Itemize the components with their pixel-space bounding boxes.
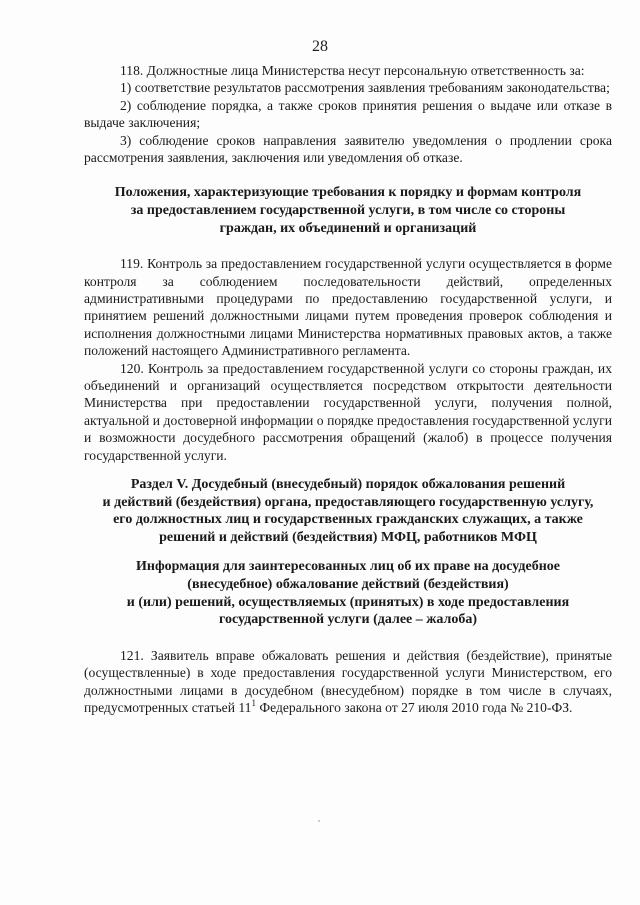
paragraph-120: 120. Контроль за предоставлением государственной услуги со стороны граждан, их объединений и организаций осуществляется посредством открытости деятельности Министерства при предоставлении государственной услуги, получения полной, актуальной и достоверной информации о порядке предоставления государственной услуги и возможности досудебного рассмотрения обращений (жалоб) в процессе получения государственной услуги. [84, 360, 612, 463]
document-body [84, 62, 612, 716]
paragraph-121-text: 121. Заявитель вправе обжаловать решения и действия (бездействие), принятые (осуществленные) в ходе предоставления государственной услуги Министерством, его должностными лицами в досудебном (внесудебном) порядке в том числе в случаях, предусмотренных статьей 11 [84, 647, 612, 716]
heading-section-5 [84, 476, 612, 546]
heading-appeal-information [84, 558, 612, 628]
spacer [84, 166, 612, 184]
paragraph-118-item-3: 3) соблюдение сроков направления заявителю уведомления о продлении срока рассмотрения заявления, заключения или уведомления об отказе. [84, 132, 612, 166]
heading-line: и (или) решений, осуществляемых (принятых) в ходе предоставления [126, 594, 570, 610]
heading-line: его должностных лиц и государственных гражданских служащих, а также [113, 512, 583, 528]
spacer [84, 237, 612, 255]
heading-line: (внесудебное) обжалование действий (бездействия) [187, 577, 509, 593]
paragraph-118-item-1: 1) соответствие результатов рассмотрения заявления требованиям законодательства; [120, 80, 610, 96]
paragraph-121 [84, 647, 612, 717]
heading-line: граждан, их объединений и организаций [219, 220, 477, 236]
paragraph-118: 118. Должностные лица Министерства несут персональную ответственность за: [120, 63, 585, 78]
spacer [84, 546, 612, 558]
heading-line: за предоставлением государственной услуги, в том числе со стороны [130, 203, 566, 219]
heading-line: и действий (бездействия) органа, предоставляющего государственную услугу, [102, 494, 594, 510]
spacer [84, 464, 612, 476]
heading-line: Информация для заинтересованных лиц об их праве на досудебное [136, 559, 560, 575]
paragraph-119: 119. Контроль за предоставлением государственной услуги осуществляется в форме контроля за соблюдением последовательности действий, определенных административными процедурами по предоставлению государственной услуги, и принятием решений должностными лицами путем проведения проверок соблюдения и исполнения должностными лицами Министерства нормативных правовых актов, а также положений настоящего Административного регламента. [84, 256, 612, 359]
heading-line: Положения, характеризующие требования к порядку и формам контроля [114, 185, 582, 201]
article-superscript: 1 [251, 698, 256, 709]
heading-line: решений и действий (бездействия) МФЦ, работников МФЦ [159, 529, 537, 545]
page-number: 28 [312, 38, 328, 55]
heading-control-requirements [84, 184, 612, 237]
heading-line: государственной услуги (далее – жалоба) [218, 612, 478, 628]
spacer [84, 629, 612, 647]
heading-line: Раздел V. Досудебный (внесудебный) порядок обжалования решений [130, 477, 566, 493]
scan-speck [318, 820, 320, 822]
paragraph-121-tail: Федерального закона от 27 июля 2010 года № 210-ФЗ. [255, 700, 573, 716]
paragraph-118-item-2: 2) соблюдение порядка, а также сроков принятия решения о выдаче или отказе в выдаче заключения; [84, 97, 612, 131]
